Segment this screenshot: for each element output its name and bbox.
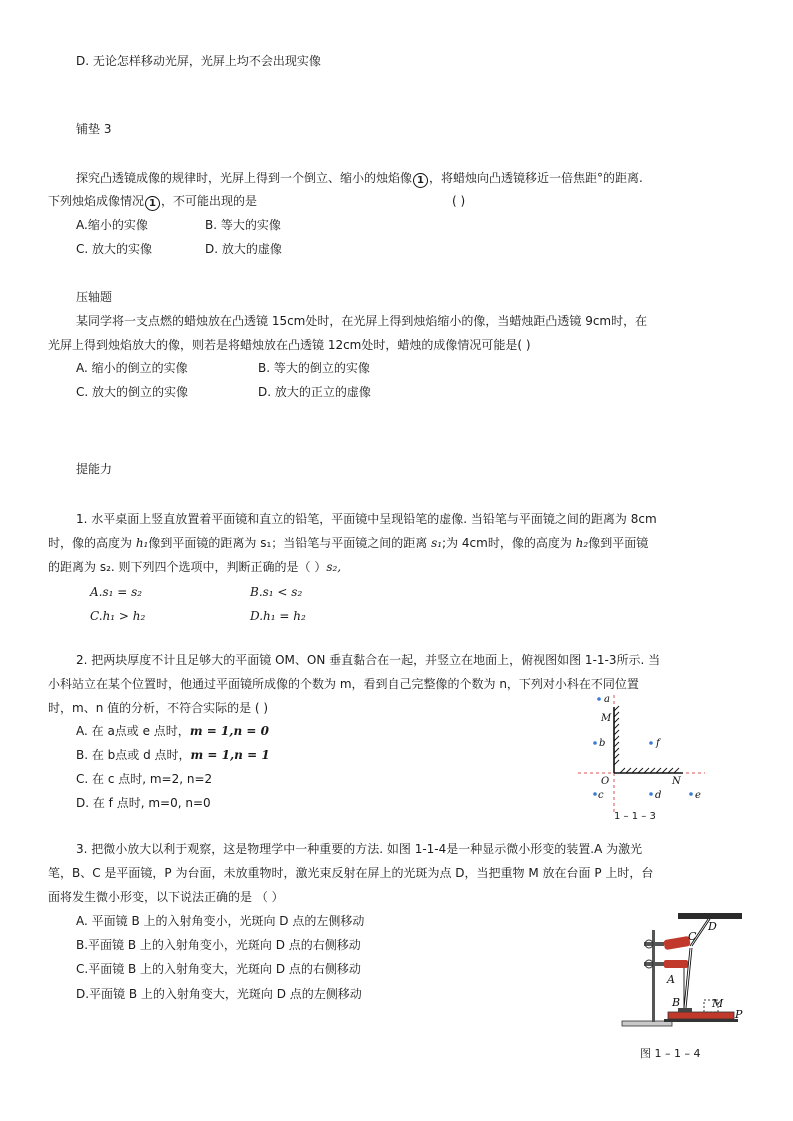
label-P: P: [735, 1008, 743, 1021]
q3-option-b: B.平面镜 B 上的入射角变小，光斑向 D 点的右侧移动: [76, 938, 361, 952]
yazhou-option-a: A. 缩小的倒立的实像: [76, 361, 188, 375]
screen: [678, 913, 742, 919]
pudian-option-c: C. 放大的实像: [76, 242, 153, 256]
q3-option-c: C.平面镜 B 上的入射角变大，光斑向 D 点的右侧移动: [76, 962, 361, 976]
mirror-b: [678, 1008, 692, 1012]
q1-option-b: B.s₁ < s₂: [250, 585, 303, 599]
label-D: D: [708, 920, 717, 933]
q1-line2: 时，像的高度为 h₁像到平面镜的距离为 s₁；当铅笔与平面镜之间的距离 s₁;为 4cm时，像的高度为 h₂像到平面镜: [48, 536, 649, 550]
q2-option-c: C. 在 c 点时, m=2, n=2: [76, 772, 213, 786]
label-e: e: [695, 790, 701, 801]
yazhou-question-line2: 光屏上得到烛焰放大的像，则若是将蜡烛放在凸透镜 12cm处时，蜡烛的成像情况可能是( ): [48, 338, 531, 352]
q1-option-a: A.s₁ = s₂: [90, 585, 143, 599]
yazhou-question-line1: 某同学将一支点燃的蜡烛放在凸透镜 15cm处时，在光屏上得到烛焰缩小的像，当蜡烛距凸透镜 9cm时，在: [76, 314, 648, 328]
q1-option-d: D.h₁ = h₂: [250, 609, 306, 623]
circled-number-mark: 1: [413, 173, 428, 188]
q1-line3: 的距离为 s₂. 则下列四个选项中，判断正确的是（ ）s₂,: [48, 560, 342, 574]
mirror-c: [663, 936, 690, 950]
label-M: M: [601, 713, 612, 724]
q3-line1: 3. 把微小放大以利于观察，这是物理学中一种重要的方法. 如图 1-1-4是一种显示微小形变的装置.A 为激光: [76, 842, 643, 856]
q2-line1: 2. 把两块厚度不计且足够大的平面镜 OM、ON 垂直黏合在一起，并竖立在地面上，俯视图如图 1-1-3所示. 当: [76, 653, 661, 667]
q1-line1: 1. 水平桌面上竖直放置着平面镜和直立的铅笔，平面镜中呈现铅笔的虚像. 当铅笔与平面镜之间的距离为 8cm: [76, 512, 657, 526]
label-d: d: [655, 790, 662, 801]
pudian-question-line1: 探究凸透镜成像的规律时，光屏上得到一个倒立、缩小的烛焰像 1 ，将蜡烛向凸透镜移近一倍焦距°的距离.: [76, 171, 643, 186]
q1-option-c: C.h₁ > h₂: [90, 609, 146, 623]
q3-line3: 面将发生微小形变，以下说法正确的是 （ ）: [48, 890, 284, 904]
label-f: f: [656, 738, 660, 749]
q2-option-d: D. 在 f 点时, m=0, n=0: [76, 796, 211, 810]
q2-line2: 小科站立在某个位置时，他通过平面镜所成像的个数为 m，看到自己完整像的个数为 n，下列对小科在不同位置: [48, 677, 639, 691]
pudian-option-d: D. 放大的虚像: [205, 242, 282, 256]
yazhou-option-c: C. 放大的倒立的实像: [76, 385, 189, 399]
prev-option-d: D. 无论怎样移动光屏，光屏上均不会出现实像: [76, 54, 321, 68]
q3-line2: 笔，B、C 是平面镜，P 为台面，未放重物时，激光束反射在屏上的光斑为点 D，当把重物 M 放在台面 P 上时，台: [48, 866, 654, 880]
figure-1-1-4-caption: 图 1 – 1 – 4: [640, 1047, 701, 1060]
label-O: O: [601, 776, 610, 787]
laser-a: [664, 960, 688, 968]
platform-p: [668, 1012, 734, 1019]
yazhou-option-d: D. 放大的正立的虚像: [258, 385, 371, 399]
q2-line3: 时，m、n 值的分析，不符合实际的是 ( ): [48, 701, 269, 715]
label-A: A: [667, 973, 675, 986]
label-N: N: [672, 776, 681, 787]
q2-option-a: A. 在 a点或 e 点时，m = 1,n = 0: [76, 724, 269, 738]
q3-option-a: A. 平面镜 B 上的入射角变小，光斑向 D 点的左侧移动: [76, 914, 365, 928]
label-a: a: [604, 695, 610, 705]
pudian-question-line2: 下列烛焰成像情况 1 ，不可能出现的是: [48, 194, 258, 209]
q2-option-b: B. 在 b点或 d 点时，m = 1,n = 1: [76, 748, 270, 762]
pudian-option-a: A.缩小的实像: [76, 218, 148, 232]
section-heading-pudian: 铺垫 3: [76, 122, 112, 136]
figure-1-1-3-caption: 1 – 1 – 3: [614, 811, 656, 822]
label-C: C: [688, 930, 697, 943]
label-c: c: [598, 790, 604, 801]
section-heading-tinengli: 提能力: [76, 462, 113, 476]
figure-1-1-4: [618, 908, 748, 1030]
label-b: b: [599, 738, 606, 749]
circled-number-mark: 1: [145, 196, 160, 211]
section-heading-yazhou: 压轴题: [76, 290, 113, 304]
label-M: M: [712, 997, 724, 1010]
label-B: B: [672, 996, 681, 1009]
yazhou-option-b: B. 等大的倒立的实像: [258, 361, 370, 375]
q3-option-d: D.平面镜 B 上的入射角变大，光斑向 D 点的左侧移动: [76, 987, 362, 1001]
pudian-option-b: B. 等大的实像: [205, 218, 281, 232]
answer-bracket: ( ): [452, 194, 466, 208]
figure-1-1-3: [570, 695, 710, 825]
